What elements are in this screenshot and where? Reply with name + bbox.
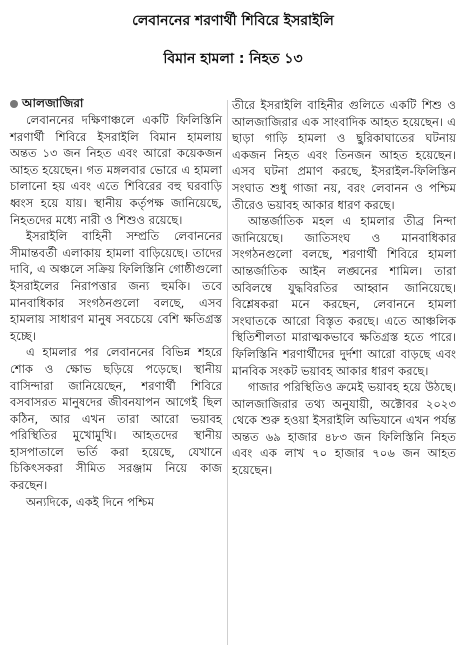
paragraph-continuation: তীরে ইসরাইলি বাহিনীর গুলিতে একটি শিশু ও আলজাজিরার এক সাংবাদিক আহত হয়েছেন। এ ছাড়া গাড়ি হামলা ও ছুরিকাঘাতের ঘটনায় একজন নিহত এবং তিনজন আহত হয়েছেন। এসব ঘটনা প্রমাণ করছে, ইসরাইল-ফিলিস্তিন সংঘাত শুধু গাজা নয়, বরং লেবানন ও পশ্চিম তীরেও ভয়াবহ আকার ধারণ করছে। (232, 98, 456, 212)
paragraph: এ হামলার পর লেবাননের বিভিন্ন শহরে শোক ও ক্ষোভ ছড়িয়ে পড়েছে। স্থানীয় বাসিন্দারা জানিয়েছেন, শরণার্থী শিবিরে বসবাসরত মানুষদের জীবনযাপন আগেই ছিল কঠিন, আর এখন তারা আরো ভয়াবহ পরিস্থিতির মুখোমুখি। আহতদের স্থানীয় হাসপাতালে ভর্তি করা হয়েছে, যেখানে চিকিৎসকরা সীমিত সরঞ্জাম নিয়ে কাজ করছেন। (10, 345, 222, 493)
headline-line-2: বিমান হামলা : নিহত ১৩ (163, 51, 303, 67)
paragraph: লেবাননের দক্ষিণাঞ্চলে একটি ফিলিস্তিনি শরণার্থী শিবিরে ইসরাইলি বিমান হামলায় অন্তত ১৩ জন নিহত এবং আরো কয়েকজন আহত হয়েছেন। গত মঙ্গলবার ভোরে এ হামলা চালানো হয় এবং এতে শিবিরের বহু ঘরবাড়ি ধ্বংস হয়ে যায়। স্থানীয় কর্তৃপক্ষ জানিয়েছে, নিহতদের মধ্যে নারী ও শিশুও রয়েছে। (10, 113, 222, 227)
article-headline (0, 2, 466, 78)
article-column-right (232, 97, 456, 479)
paragraph: অন্যদিকে, একই দিনে পশ্চিম (26, 494, 155, 509)
source-line (10, 95, 222, 112)
paragraph: ইসরাইলি বাহিনী সম্প্রতি লেবাননের সীমান্তবর্তী এলাকায় হামলা বাড়িয়েছে। তাদের দাবি, এ অঞ্চলে সক্রিয় ফিলিস্তিনি গোষ্ঠীগুলো ইসরাইলের নিরাপত্তার জন্য হুমকি। তবে মানবাধিকার সংগঠনগুলো বলছে, এসব হামলায় সাধারণ মানুষ সবচেয়ে বেশি ক্ষতিগ্রস্ত হচ্ছে। (10, 229, 222, 343)
paragraph: আন্তর্জাতিক মহল এ হামলার তীব্র নিন্দা জানিয়েছে। জাতিসংঘ ও মানবাধিকার সংগঠনগুলো বলছে, শরণার্থী শিবিরে হামলা আন্তর্জাতিক আইন লঙ্ঘনের শামিল। তারা অবিলম্বে যুদ্ধবিরতির আহ্বান জানিয়েছে। বিশ্লেষকরা মনে করছেন, লেবাননে হামলা সংঘাতকে আরো বিস্তৃত করছে। এতে আঞ্চলিক স্থিতিশীলতা মারাত্মকভাবে ক্ষতিগ্রস্ত হতে পারে। ফিলিস্তিনি শরণার্থীদের দুর্দশা আরো বাড়ছে এবং মানবিক সংকট ভয়াবহ আকার ধারণ করছে। (232, 214, 456, 378)
article-column-left (10, 95, 222, 510)
bullet-icon (10, 100, 18, 108)
source-label: আলজাজিরা (22, 96, 84, 110)
column-divider (227, 100, 228, 645)
paragraph: গাজার পরিস্থিতিও ক্রমেই ভয়াবহ হয়ে উঠছে। আলজাজিরার তথ্য অনুযায়ী, অক্টোবর ২০২৩ থেকে শুরু হওয়া ইসরাইলি অভিযানে এখন পর্যন্ত অন্তত ৬৯ হাজার ৪৮৩ জন ফিলিস্তিনি নিহত এবং এক লাখ ৭০ হাজার ৭০৬ জন আহত হয়েছেন। (232, 380, 456, 478)
headline-line-1: লেবাননের শরণার্থী শিবিরে ইসরাইলি (132, 13, 334, 29)
